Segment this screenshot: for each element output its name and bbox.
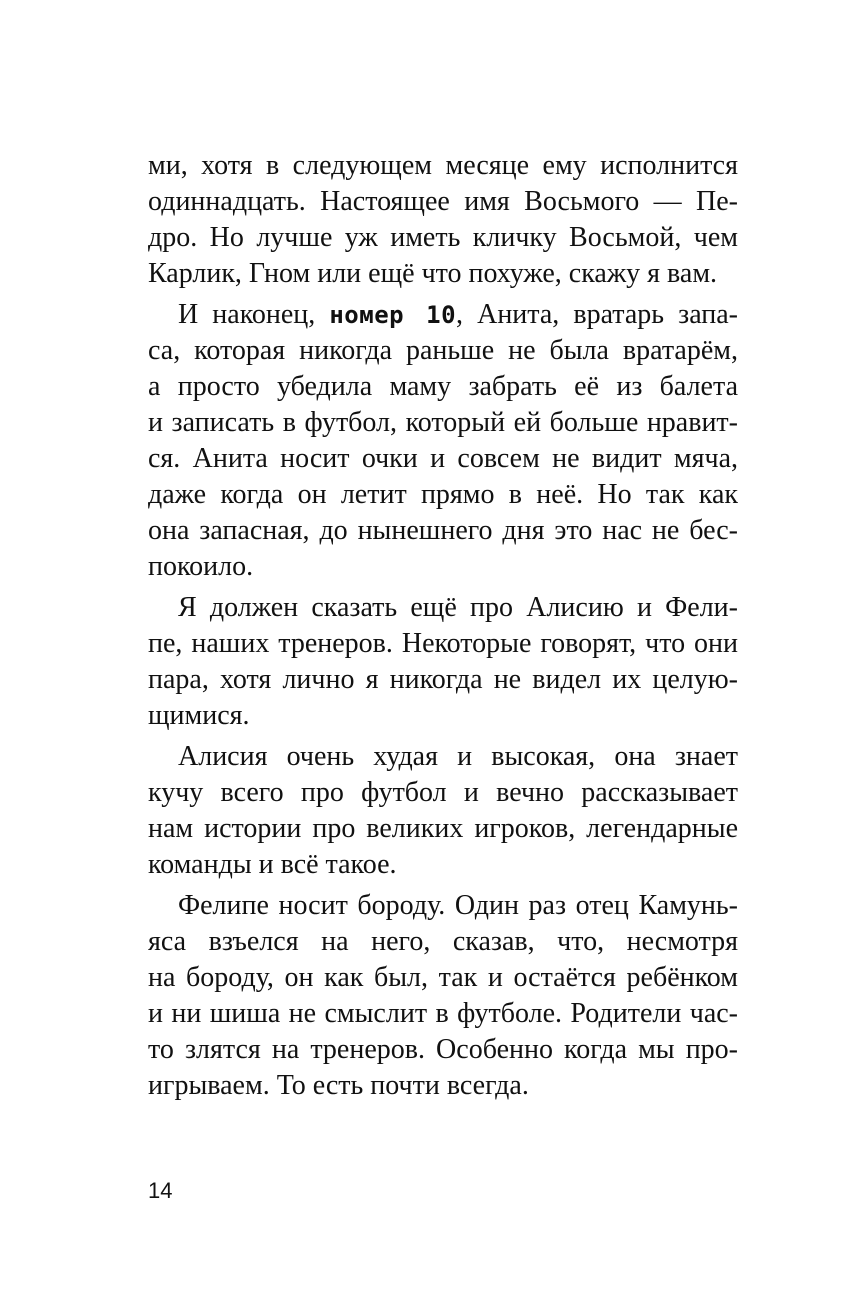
paragraph-1 bbox=[148, 148, 738, 292]
text-line: нам истории про великих игроков, легендарные bbox=[148, 813, 738, 844]
text-line: и записать в футбол, который ей больше нравит- bbox=[148, 407, 738, 438]
paragraph-2 bbox=[148, 297, 738, 585]
text-line: са, которая никогда раньше не была вратарём, bbox=[148, 335, 738, 366]
text-line: Карлик, Гном или ещё что похуже, скажу я вам. bbox=[148, 258, 718, 289]
text-line: ми, хотя в следующем месяце ему исполнится bbox=[148, 150, 738, 181]
text-line: одиннадцать. Настоящее имя Восьмого — Пе- bbox=[148, 186, 738, 217]
text-line: пара, хотя лично я никогда не видел их целую- bbox=[148, 664, 738, 695]
text-line: дро. Но лучше уж иметь кличку Восьмой, чем bbox=[148, 222, 738, 253]
text-line: кучу всего про футбол и вечно рассказывает bbox=[148, 777, 738, 808]
text-line: а просто убедила маму забрать её из балета bbox=[148, 371, 738, 402]
text-line: щимися. bbox=[148, 700, 250, 731]
paragraph-5 bbox=[148, 888, 738, 1104]
text-line: на бороду, он как был, так и остаётся ребёнком bbox=[148, 962, 738, 993]
text-line: Я должен сказать ещё про Алисию и Фели- bbox=[178, 592, 738, 623]
text-fragment: , Анита, вратарь запа- bbox=[456, 299, 739, 330]
player-number-emphasis: номер 10 bbox=[329, 301, 457, 329]
paragraph-4 bbox=[148, 739, 738, 883]
paragraph-3 bbox=[148, 590, 738, 734]
text-line: ся. Анита носит очки и совсем не видит мяча, bbox=[148, 443, 738, 474]
text-line: то злятся на тренеров. Особенно когда мы про- bbox=[148, 1034, 738, 1065]
text-line: команды и всё такое. bbox=[148, 849, 397, 880]
text-line: даже когда он летит прямо в неё. Но так как bbox=[148, 479, 738, 510]
text-line: и ни шиша не смыслит в футболе. Родители час- bbox=[148, 998, 738, 1029]
page-body bbox=[148, 148, 738, 1104]
text-line bbox=[148, 297, 738, 333]
text-line: она запасная, до нынешнего дня это нас не бес- bbox=[148, 515, 738, 546]
text-fragment: И наконец, bbox=[178, 299, 330, 330]
text-line: игрываем. То есть почти всегда. bbox=[148, 1070, 529, 1101]
text-line: яса взъелся на него, сказав, что, несмотря bbox=[148, 926, 738, 957]
text-line: пе, наших тренеров. Некоторые говорят, что они bbox=[148, 628, 738, 659]
text-line: Алисия очень худая и высокая, она знает bbox=[178, 741, 738, 772]
page-number: 14 bbox=[148, 1178, 173, 1203]
text-line: Фелипе носит бороду. Один раз отец Камунь- bbox=[178, 890, 738, 921]
text-line: покоило. bbox=[148, 551, 254, 582]
